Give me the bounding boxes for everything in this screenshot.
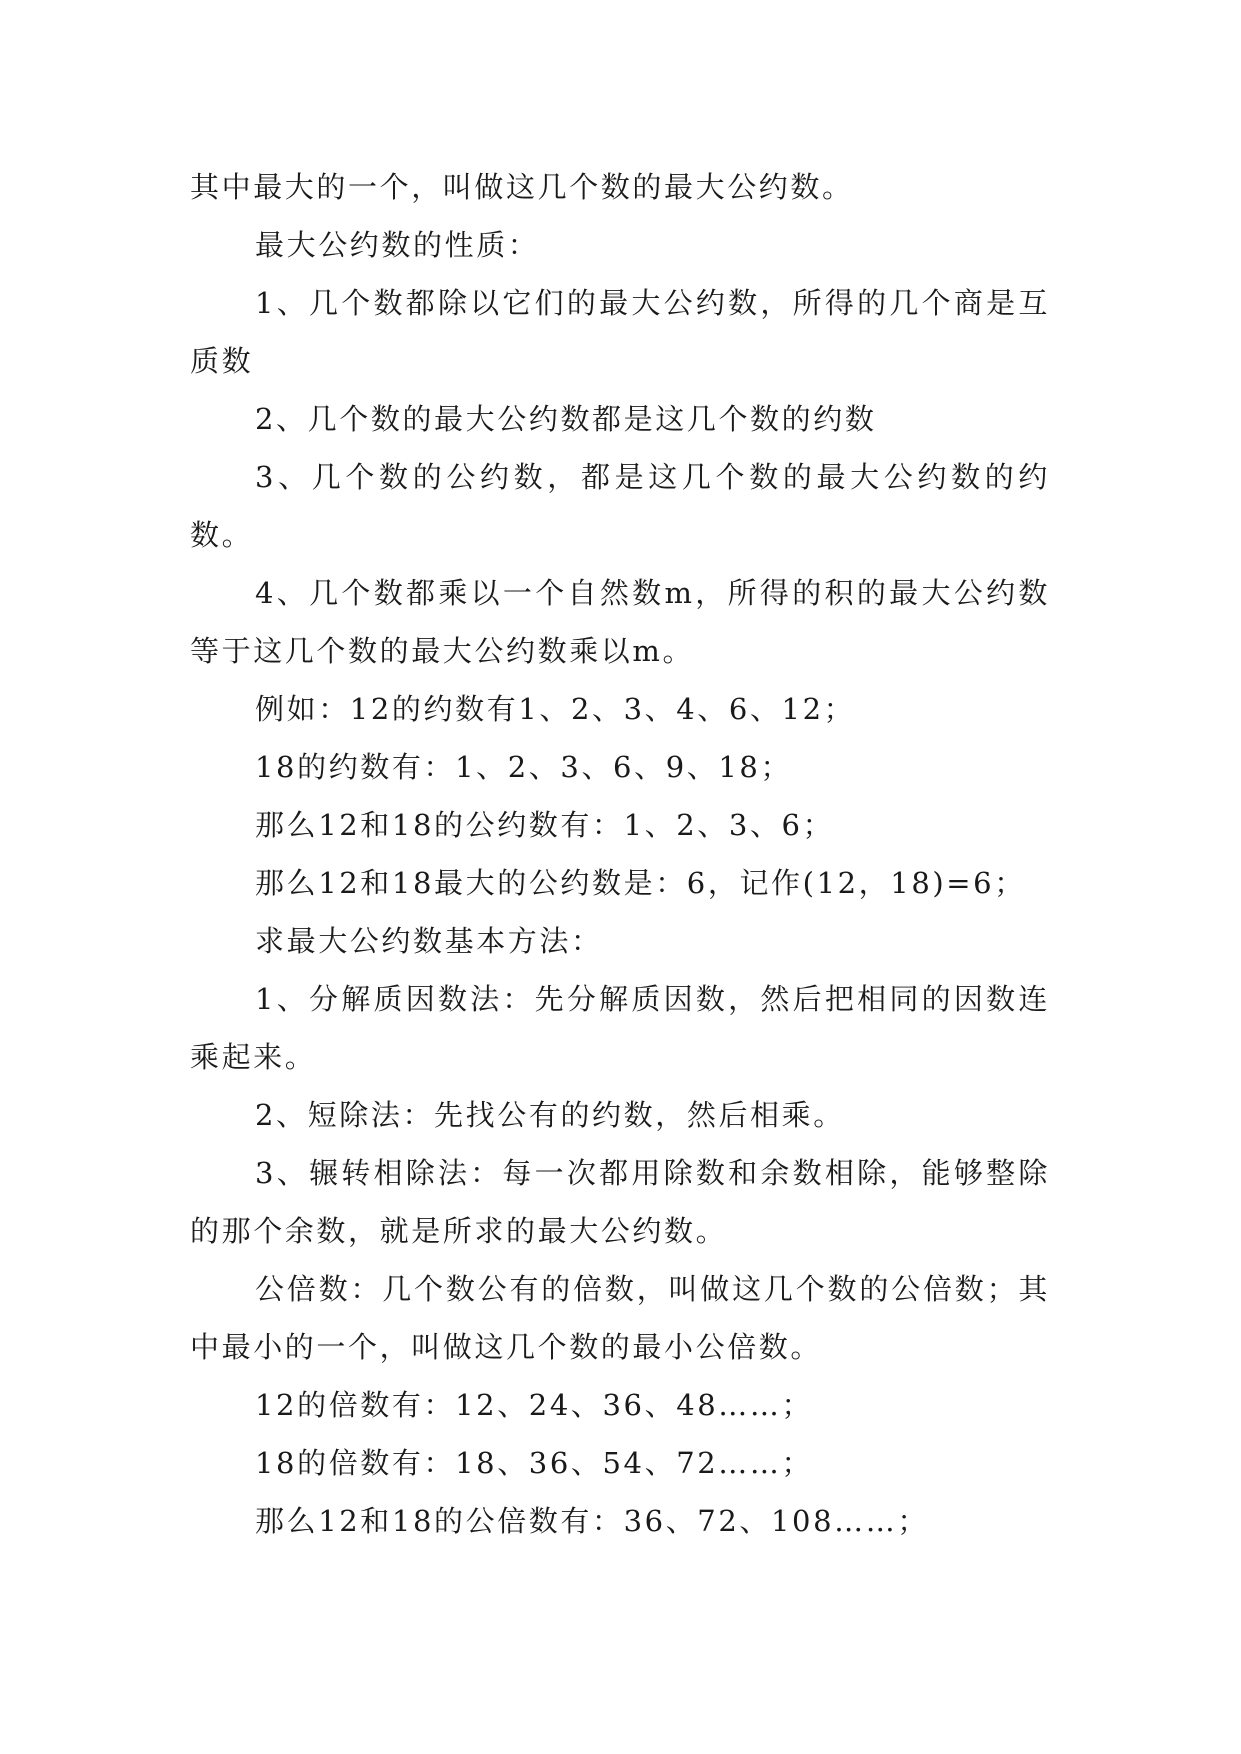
paragraph: 公倍数：几个数公有的倍数，叫做这几个数的公倍数；其中最小的一个，叫做这几个数的最小公倍数。 [190,1272,1050,1364]
paragraph: 其中最大的一个，叫做这几个数的最大公约数。 [190,170,854,204]
document-body [190,158,1050,1550]
paragraph: 12的倍数有：12、24、36、48……； [255,1388,814,1422]
paragraph: 1、几个数都除以它们的最大公约数，所得的几个商是互质数 [190,286,1050,378]
paragraph: 2、几个数的最大公约数都是这几个数的约数 [255,402,877,436]
paragraph: 4、几个数都乘以一个自然数m，所得的积的最大公约数等于这几个数的最大公约数乘以m。 [190,576,1050,668]
paragraph: 那么12和18的公倍数有：36、72、108……； [255,1504,929,1538]
paragraph: 18的约数有：1、2、3、6、9、18； [255,750,793,784]
paragraph: 3、几个数的公约数，都是这几个数的最大公约数的约数。 [190,460,1050,552]
paragraph: 2、短除法：先找公有的约数，然后相乘。 [255,1098,845,1132]
paragraph: 18的倍数有：18、36、54、72……； [255,1446,814,1480]
paragraph: 例如：12的约数有1、2、3、4、6、12； [255,692,856,726]
paragraph: 3、辗转相除法：每一次都用除数和余数相除，能够整除的那个余数，就是所求的最大公约数。 [190,1156,1050,1248]
paragraph: 那么12和18最大的公约数是：6，记作(12，18)=6； [255,866,1026,900]
paragraph: 求最大公约数基本方法： [255,924,603,958]
paragraph: 那么12和18的公约数有：1、2、3、6； [255,808,835,842]
paragraph: 最大公约数的性质： [255,228,540,262]
paragraph: 1、分解质因数法：先分解质因数，然后把相同的因数连乘起来。 [190,982,1050,1074]
